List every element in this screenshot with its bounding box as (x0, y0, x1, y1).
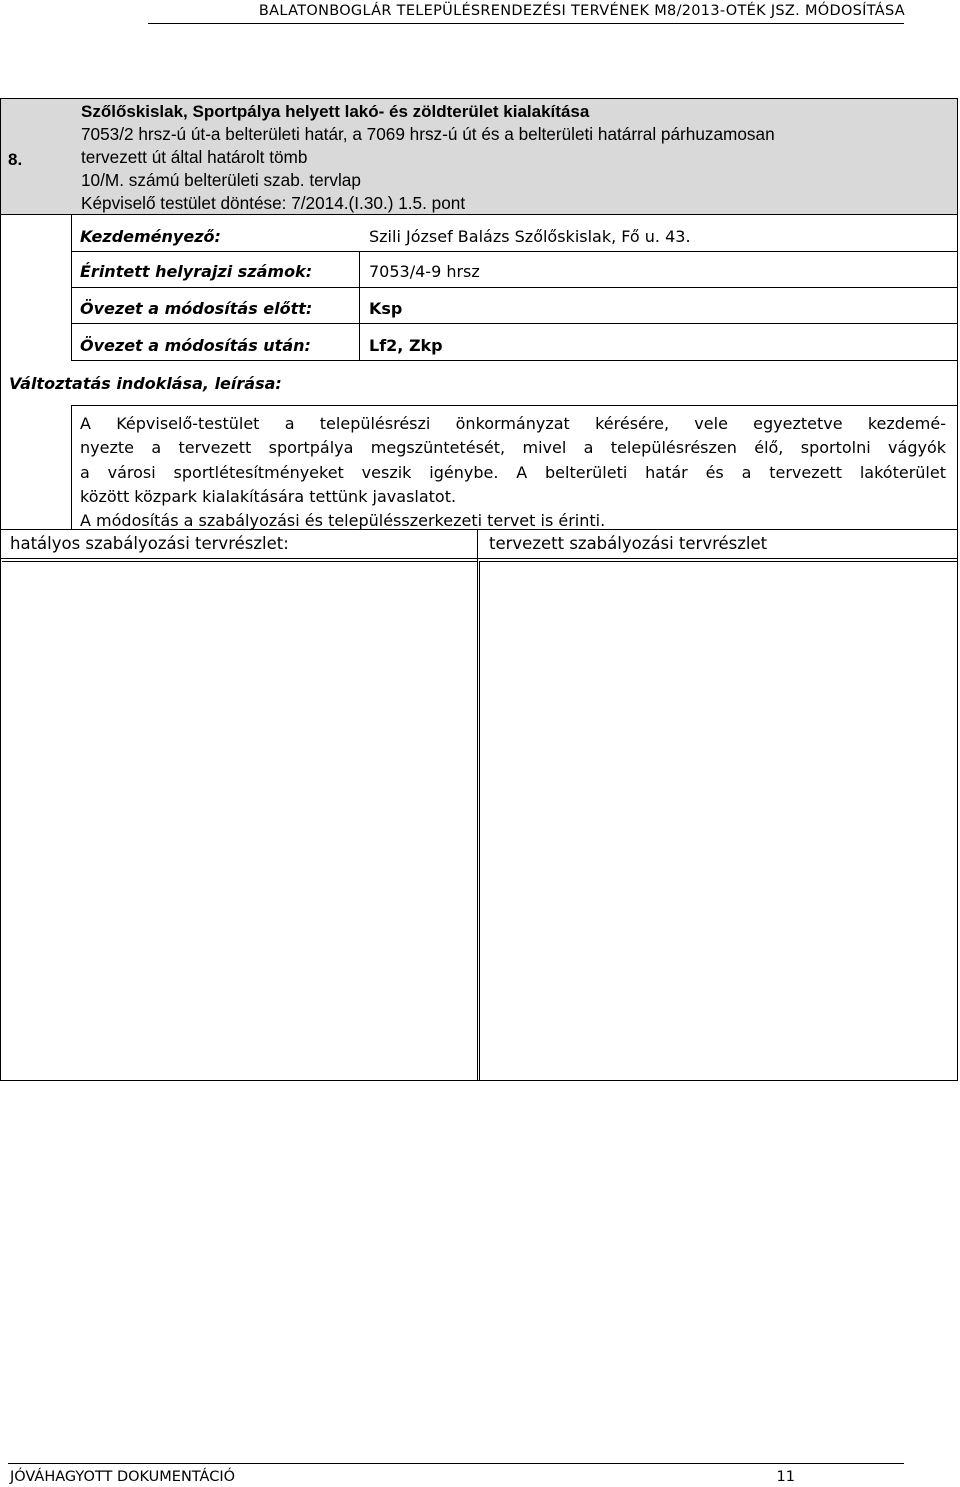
section-number-cell-divider (0, 98, 1, 361)
justification-line: A módosítás a szabályozási és településszerkezeti tervet is érinti. (80, 511, 606, 531)
zone-after-label: Övezet a módosítás után: (80, 336, 311, 355)
justification-line: a városi sportlétesítményeket veszik igénybe. A belterületi határ és a tervezett lakóterület (80, 462, 946, 482)
section-description-line: 7053/2 hrsz-ú út-a belterületi határ, a 7069 hrsz-ú út és a belterületi határral párhuzamosan (81, 124, 775, 144)
current-plan-area (2, 561, 477, 1080)
initiator-value: Szili József Balázs Szőlőskislak, Fő u. 43. (369, 227, 691, 246)
section-number: 8. (8, 150, 23, 169)
zone-before-label: Övezet a módosítás előtt: (80, 299, 313, 318)
running-header-title: BALATONBOGLÁR TELEPÜLÉSRENDEZÉSI TERVÉNEK M8/2013-OTÉK JSZ. MÓDOSÍTÁSA (258, 3, 905, 19)
current-plan-label: hatályos szabályozási tervrészlet: (10, 534, 289, 553)
justification-line: között közpark kialakítására tettünk javaslatot. (80, 486, 457, 506)
initiator-label: Kezdeményező: (80, 227, 221, 246)
footer-divider (8, 1463, 904, 1464)
section-description-line: 10/M. számú belterületi szab. tervlap (81, 170, 361, 190)
section-title: Szőlőskislak, Sportpálya helyett lakó- és zöldterület kialakítása (81, 102, 590, 121)
zone-before-value: Ksp (369, 299, 403, 318)
header-divider (148, 23, 904, 24)
section-description-line: tervezett út által határolt tömb (81, 147, 308, 167)
parcels-label: Érintett helyrajzi számok: (80, 262, 313, 281)
justification-text (80, 412, 946, 533)
parcels-value: 7053/4-9 hrsz (369, 262, 480, 281)
zone-after-value: Lf2, Zkp (369, 336, 443, 355)
planned-plan-label: tervezett szabályozási tervrészlet (489, 534, 768, 553)
justification-line: nyezte a tervezett sportpálya megszüntetését, mivel a településrészen élő, sportolni vágyók (80, 438, 946, 458)
justification-line: A Képviselő-testület a településrészi önkormányzat kérésére, vele egyeztetve kezdemé- (80, 414, 946, 433)
document-status: JÓVÁHAGYOTT DOKUMENTÁCIÓ (10, 1469, 236, 1485)
justification-label: Változtatás indoklása, leírása: (9, 374, 282, 393)
page-number: 11 (776, 1469, 795, 1485)
plans-divider (477, 529, 478, 1081)
planned-plan-area (479, 561, 958, 1080)
section-description-line: Képviselő testület döntése: 7/2014.(I.30.) 1.5. pont (81, 193, 466, 213)
